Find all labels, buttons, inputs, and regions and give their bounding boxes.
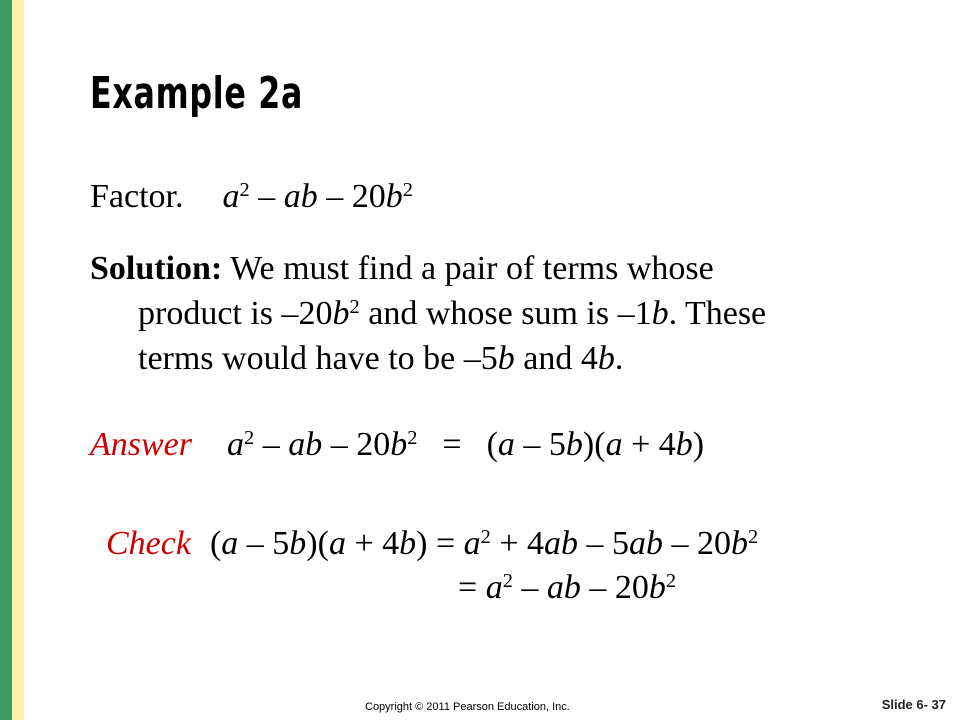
- check-p5: ) =: [416, 525, 464, 562]
- answer-rhs-3: )(: [582, 426, 606, 463]
- check-a3: a: [463, 525, 481, 562]
- answer-lhs-tail: – 20: [322, 426, 391, 463]
- solution-label: Solution:: [90, 250, 223, 287]
- solution-text-2g: . These: [668, 295, 767, 332]
- check-l2-p2: –: [512, 569, 547, 606]
- check-b1: b: [289, 525, 307, 562]
- factor-var-ab: ab: [283, 178, 318, 215]
- answer-rhs-1: (: [486, 426, 498, 463]
- check-l2-e2: 2: [665, 569, 677, 592]
- solution-var-b1: b: [332, 295, 350, 332]
- check-b3: b: [731, 525, 749, 562]
- check-a2: a: [328, 525, 346, 562]
- check-line-1: [106, 527, 758, 561]
- solution-text-1: We must find a pair of terms whose: [230, 250, 714, 287]
- solution-text-3e: .: [614, 340, 624, 377]
- check-p8: – 20: [663, 525, 732, 562]
- solution-var-b4: b: [597, 340, 615, 377]
- check-p2: – 5: [238, 525, 290, 562]
- factor-var-b: b: [385, 178, 403, 215]
- solution-line-3: [138, 342, 623, 376]
- answer-lhs-a: a: [227, 426, 244, 463]
- answer-lhs-b: b: [390, 426, 408, 463]
- answer-lhs-a-exp: 2: [244, 426, 255, 449]
- check-l2-ab: ab: [546, 569, 581, 606]
- footer-copyright: Copyright © 2011 Pearson Education, Inc.: [365, 701, 570, 713]
- answer-rhs-a1: a: [497, 426, 515, 463]
- solution-text-3c: and 4: [514, 340, 598, 377]
- check-l2-p3: – 20: [580, 569, 649, 606]
- solution-text-2a: product is: [138, 295, 282, 332]
- solution-text-3a: terms would have to be –5: [138, 340, 498, 377]
- check-ab1: ab: [544, 525, 579, 562]
- answer-rhs-5: ): [692, 426, 705, 463]
- left-accent-bar-yellow: [12, 0, 24, 720]
- factor-line: [90, 180, 413, 214]
- solution-var-b2: b: [651, 295, 669, 332]
- factor-var-a: a: [222, 178, 240, 215]
- solution-var-b3: b: [497, 340, 515, 377]
- answer-rhs-b1: b: [565, 426, 583, 463]
- solution-exp: 2: [349, 295, 360, 318]
- answer-equals: =: [442, 426, 462, 463]
- answer-rhs-2: – 5: [514, 426, 566, 463]
- footer-slide-number: Slide 6- 37: [881, 697, 946, 712]
- check-b2: b: [399, 525, 417, 562]
- check-l2-p1: =: [458, 569, 486, 606]
- answer-lhs-ab: ab: [288, 426, 323, 463]
- factor-mid: –: [249, 178, 284, 215]
- check-p6: + 4: [490, 525, 545, 562]
- factor-exp-b: 2: [402, 178, 413, 201]
- solution-text-2e: and whose sum is –1: [359, 295, 652, 332]
- factor-label: Factor.: [90, 178, 184, 215]
- left-accent-bar-green: [0, 0, 12, 720]
- solution-text-2b: –20: [281, 295, 333, 332]
- check-p4: + 4: [345, 525, 400, 562]
- check-l2-b: b: [648, 569, 666, 606]
- check-e2: 2: [748, 525, 759, 548]
- check-a1: a: [221, 525, 239, 562]
- answer-label: Answer: [90, 426, 192, 463]
- slide-title: Example 2a: [90, 68, 304, 119]
- answer-rhs-4: + 4: [622, 426, 676, 463]
- check-l2-e1: 2: [502, 569, 513, 592]
- solution-line-2: [138, 297, 766, 331]
- check-l2-a: a: [485, 569, 503, 606]
- answer-lhs-b-exp: 2: [407, 426, 418, 449]
- check-p1: (: [209, 525, 222, 562]
- factor-tail: – 20: [317, 178, 386, 215]
- solution-line-1: [90, 252, 714, 286]
- check-e1: 2: [480, 525, 491, 548]
- check-line-2: [458, 571, 676, 605]
- check-ab2: ab: [629, 525, 664, 562]
- answer-rhs-b2: b: [675, 426, 693, 463]
- check-label: Check: [106, 525, 191, 562]
- factor-exp-a: 2: [239, 178, 250, 201]
- check-p7: – 5: [578, 525, 630, 562]
- answer-rhs-a2: a: [605, 426, 623, 463]
- answer-line: [90, 428, 704, 462]
- answer-lhs-mid: –: [254, 426, 289, 463]
- check-p3: )(: [306, 525, 329, 562]
